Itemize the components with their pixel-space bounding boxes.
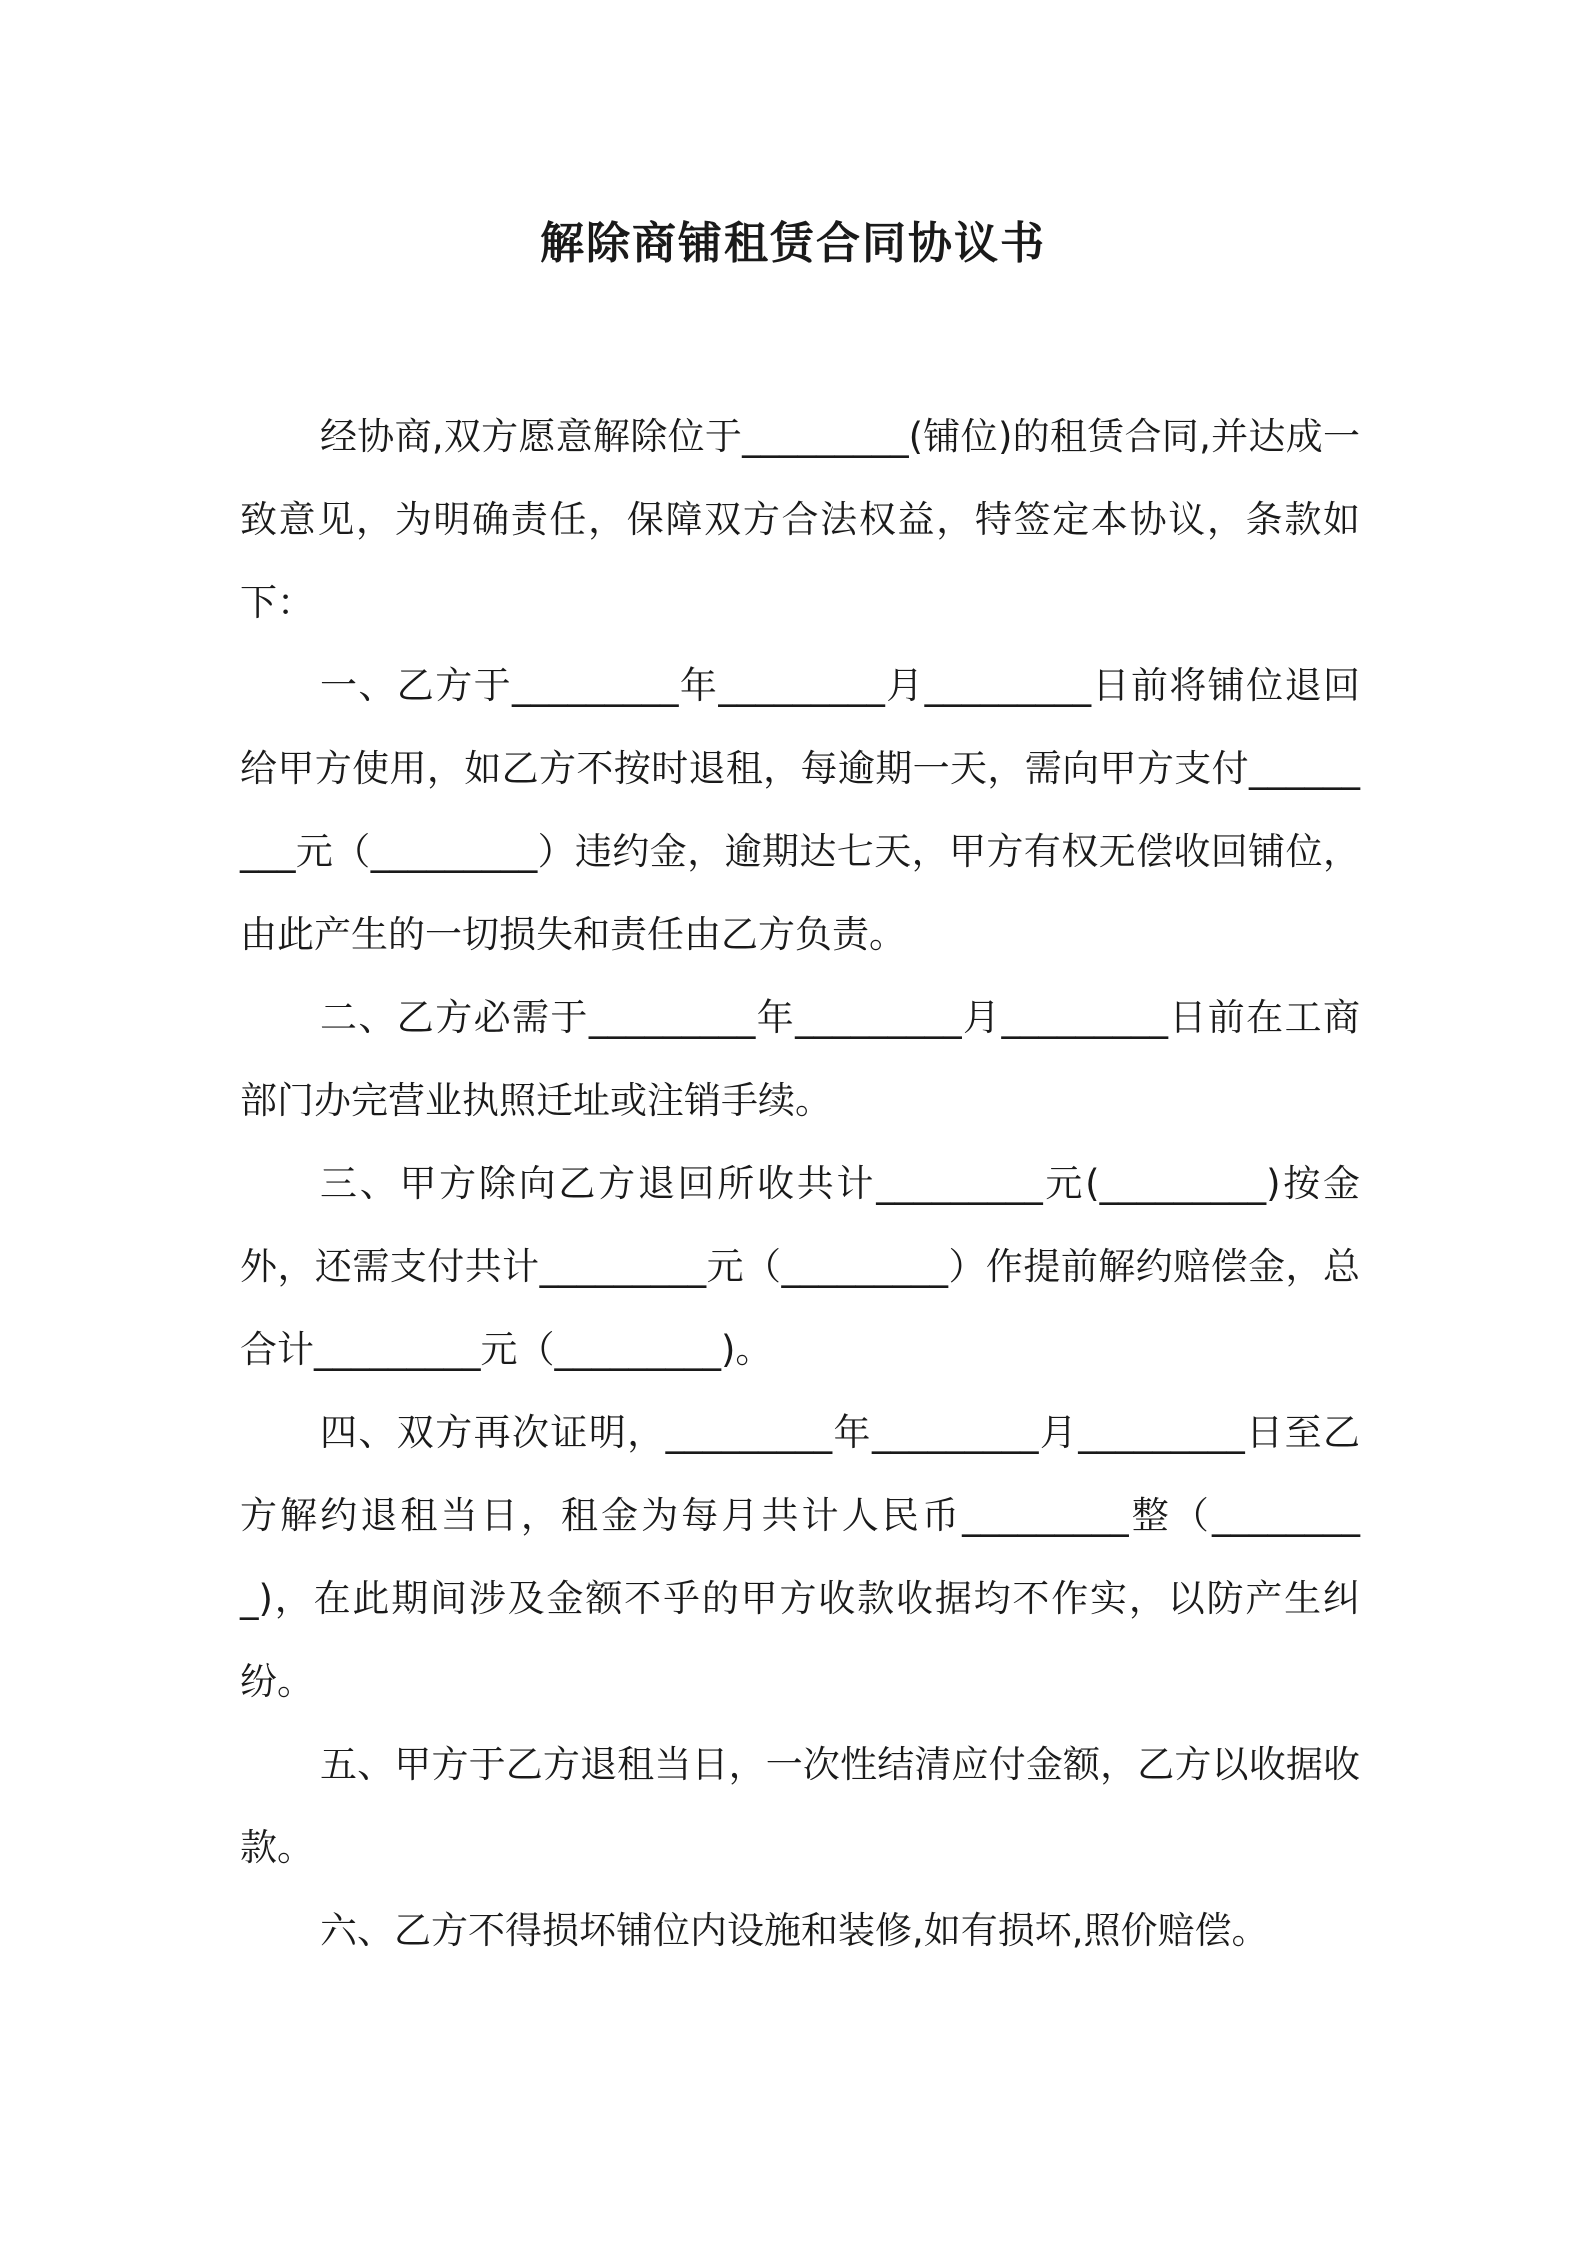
clause-1: 一、乙方于_________年_________月_________日前将铺位退回给甲方使用，如乙方不按时退租，每逾期一天，需向甲方支付_________元（_________）违约金，逾期达七天，甲方有权无偿收回铺位，由此产生的一切损失和责任由乙方负责。 <box>240 664 1360 956</box>
intro-paragraph: 经协商,双方愿意解除位于_________(铺位)的租赁合同,并达成一致意见，为明确责任，保障双方合法权益，特签定本协议，条款如下： <box>240 415 1360 624</box>
clause-3: 三、甲方除向乙方退回所收共计_________元(_________)按金外，还需支付共计_________元（_________）作提前解约赔偿金，总合计_________元（_________)。 <box>240 1162 1360 1371</box>
document-body <box>240 395 1360 1972</box>
document-title: 解除商铺租赁合同协议书 <box>540 218 1046 269</box>
clause-5: 五、甲方于乙方退租当日，一次性结清应付金额，乙方以收据收款。 <box>240 1743 1360 1869</box>
clause-4: 四、双方再次证明，_________年_________月_________日至乙方解约退租当日，租金为每月共计人民币_________整（_________)，在此期间涉及金额不乎的甲方收款收据均不作实，以防产生纠纷。 <box>240 1411 1360 1703</box>
clause-2: 二、乙方必需于_________年_________月_________日前在工商部门办完营业执照迁址或注销手续。 <box>240 996 1360 1122</box>
clause-6: 六、乙方不得损坏铺位内设施和装修,如有损坏,照价赔偿。 <box>320 1909 1269 1952</box>
